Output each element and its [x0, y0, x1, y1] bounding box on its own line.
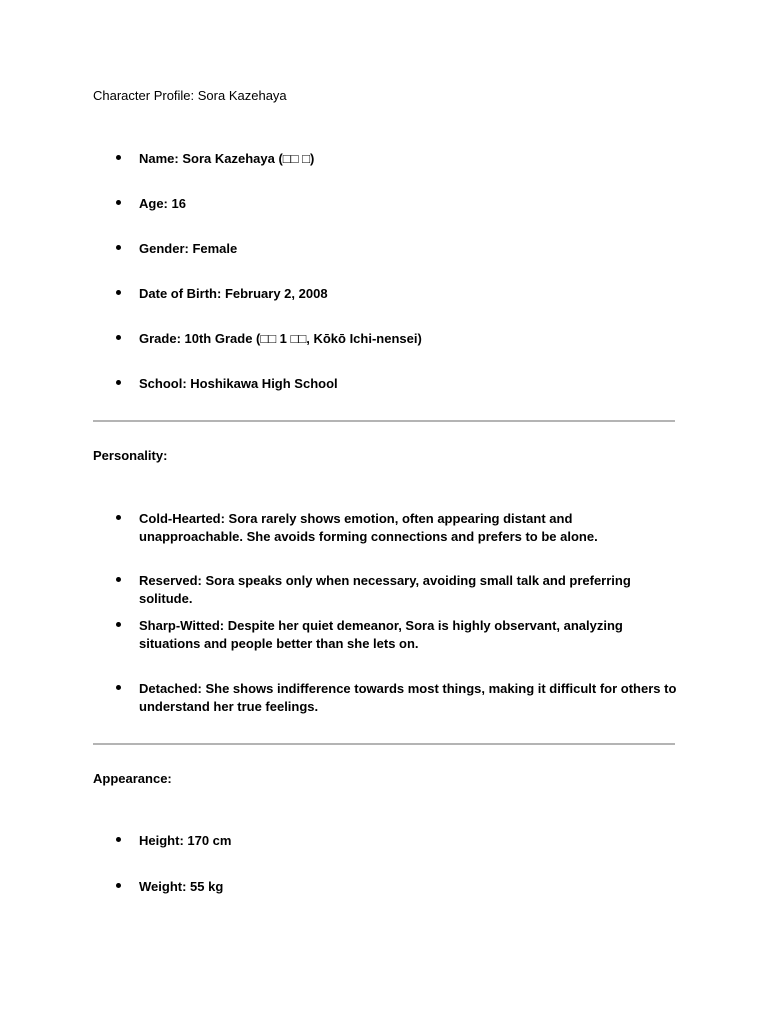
basic-info-text: Name: Sora Kazehaya (□□ □)	[139, 151, 315, 166]
basic-info-text: Date of Birth: February 2, 2008	[139, 286, 328, 301]
appearance-text: Height: 170 cm	[139, 833, 232, 848]
appearance-text: Weight: 55 kg	[139, 879, 224, 894]
appearance-heading: Appearance:	[93, 771, 172, 786]
bullet-icon	[116, 837, 121, 842]
personality-text: Cold-Hearted: Sora rarely shows emotion, often appearing distant and unapproachable. She avoids forming connections and prefers to be alone.	[139, 511, 598, 544]
personality-text: Sharp-Witted: Despite her quiet demeanor, Sora is highly observant, analyzing situations and people better than she lets on.	[139, 618, 623, 651]
personality-heading: Personality:	[93, 448, 168, 463]
personality-text: Detached: She shows indifference towards most things, making it difficult for others to understand her true feelings.	[139, 681, 677, 714]
bullet-icon	[116, 200, 121, 205]
bullet-icon	[116, 577, 121, 582]
bullet-icon	[116, 155, 121, 160]
personality-text: Reserved: Sora speaks only when necessary, avoiding small talk and preferring solitude.	[139, 573, 631, 606]
section-divider	[93, 420, 675, 422]
bullet-icon	[116, 883, 121, 888]
basic-info-text: School: Hoshikawa High School	[139, 376, 338, 391]
bullet-icon	[116, 245, 121, 250]
bullet-icon	[116, 515, 121, 520]
basic-info-text: Age: 16	[139, 196, 186, 211]
basic-info-text: Gender: Female	[139, 241, 238, 256]
bullet-icon	[116, 380, 121, 385]
document-title: Character Profile: Sora Kazehaya	[93, 88, 287, 103]
bullet-icon	[116, 290, 121, 295]
basic-info-text: Grade: 10th Grade (□□ 1 □□, Kōkō Ichi-nensei)	[139, 331, 422, 346]
bullet-icon	[116, 335, 121, 340]
bullet-icon	[116, 622, 121, 627]
section-divider	[93, 743, 675, 745]
bullet-icon	[116, 685, 121, 690]
